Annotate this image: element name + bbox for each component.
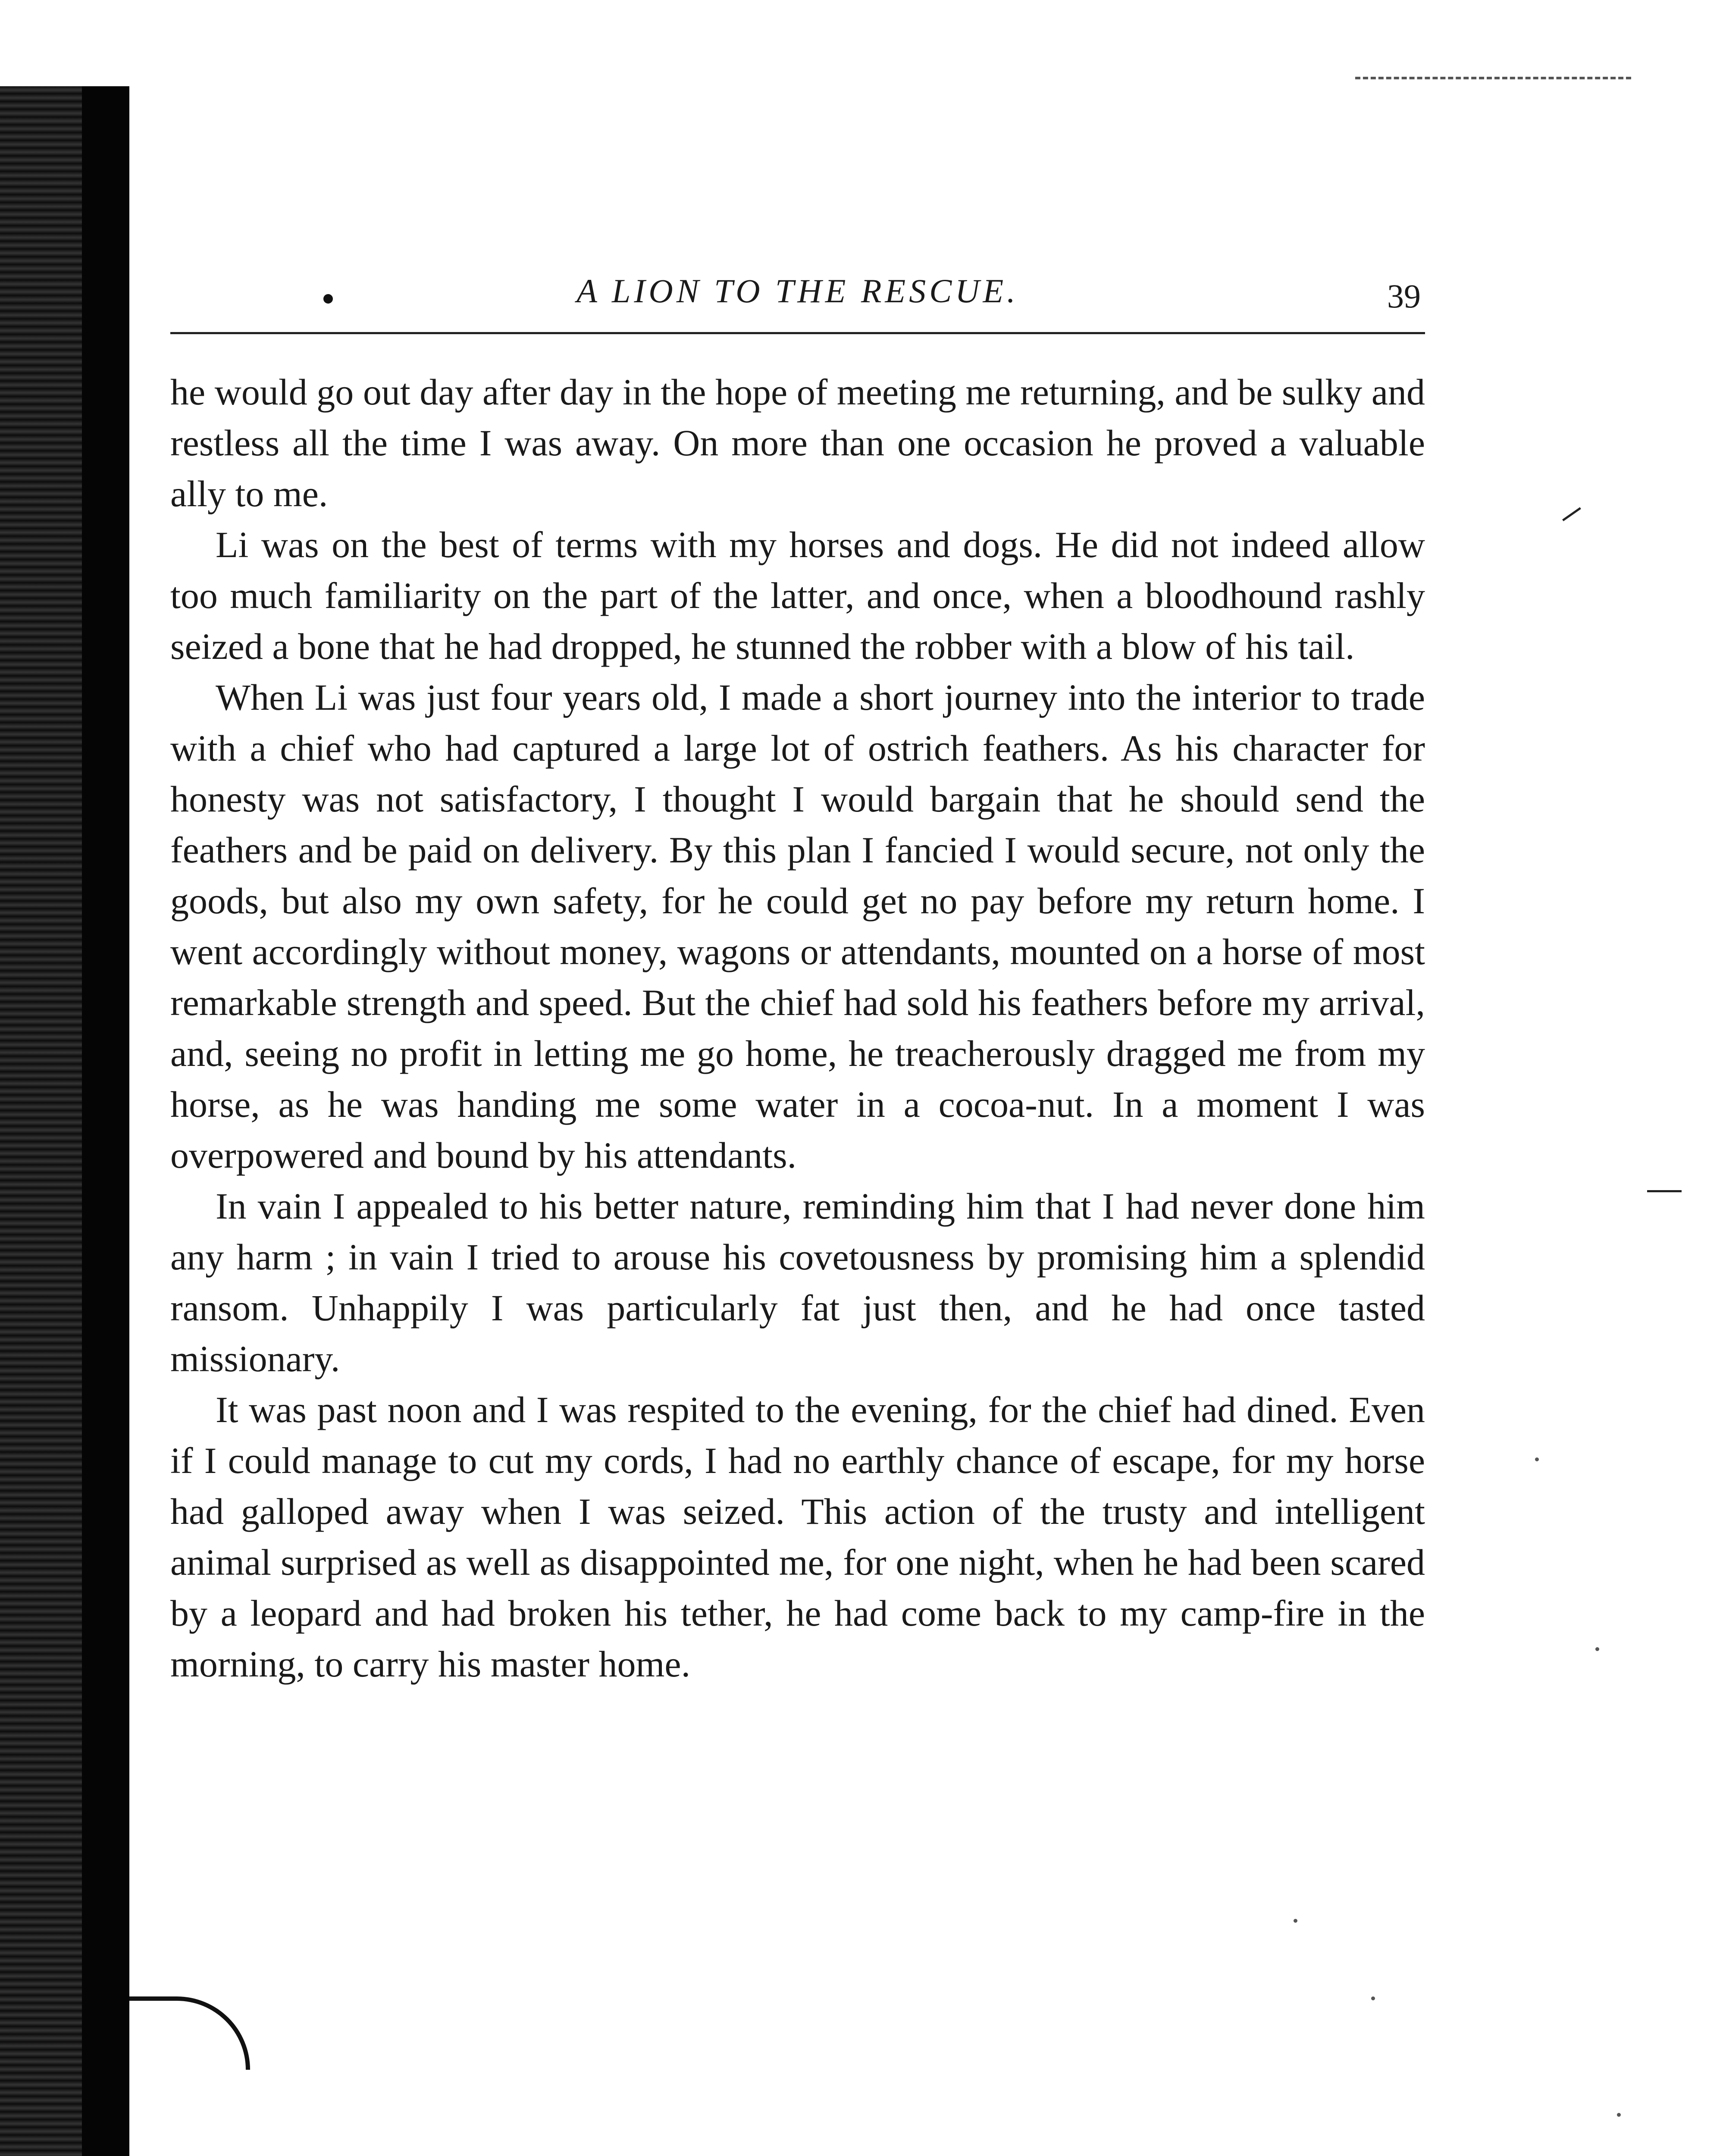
binding-curve-mark [129, 1996, 250, 2070]
header-rule [170, 332, 1425, 334]
running-title: A LION TO THE RESCUE. [576, 272, 1019, 310]
speck [1535, 1457, 1539, 1461]
page-number: 39 [1387, 277, 1421, 315]
margin-mark [1647, 1190, 1682, 1192]
speck [1595, 1647, 1599, 1651]
paragraph-5: It was past noon and I was respited to the evening, for the chief had dined. Even if I could manage to cut my cords, I had no earthly chance of escape, for my horse had galloped away when I was seized. This action of the trusty and intelligent animal surprised as well as disappointed me, for one night, when he had been scared by a leopard and had broken his tether, he had come back to my camp-fire in the morning, to carry his master home. [170, 1389, 1425, 1685]
paragraph-1: he would go out day after day in the hope of meeting me returning, and be sulky and restless all the time I was away. On more than one occasion he proved a valuable ally to me. [170, 371, 1425, 514]
speck [1294, 1919, 1297, 1923]
speck [1371, 1996, 1375, 2000]
paragraph-3: When Li was just four years old, I made a short journey into the interior to trade with a chief who had captured a large lot of ostrich feathers. As his character for honesty was not satisfactory, I thought I would bargain that he should send the feathers and be paid on delivery. By this plan I fancied I would secure, not only the goods, but also my own safety, for he could get no pay before my return home. I went accordingly without money, wagons or attendants, mounted on a horse of most remarkable strength and speed. But the chief had sold his feathers before my arrival, and, seeing no profit in letting me go home, he treacherously dragged me from my horse, as he was handing me some water in a cocoa-nut. In a moment I was overpowered and bound by his attendants. [170, 677, 1425, 1176]
page-header [170, 267, 1425, 332]
paragraph-4: In vain I appealed to his better nature, reminding him that I had never done him any harm ; in vain I tried to arouse his covetousness by promising him a splendid ransom. Unhappily I was particularly fat just then, and he had once tasted missionary. [170, 1185, 1425, 1379]
top-edge-rule [1355, 77, 1631, 79]
speck [1617, 2113, 1621, 2117]
book-binding-edge [0, 86, 129, 2156]
margin-mark [1562, 507, 1581, 521]
paragraph-2: Li was on the best of terms with my horses and dogs. He did not indeed allow too much familiarity on the part of the latter, and once, when a bloodhound rashly seized a bone that he had dropped, he stunned the robber with a blow of his tail. [170, 524, 1425, 667]
body-text [170, 367, 1425, 1689]
